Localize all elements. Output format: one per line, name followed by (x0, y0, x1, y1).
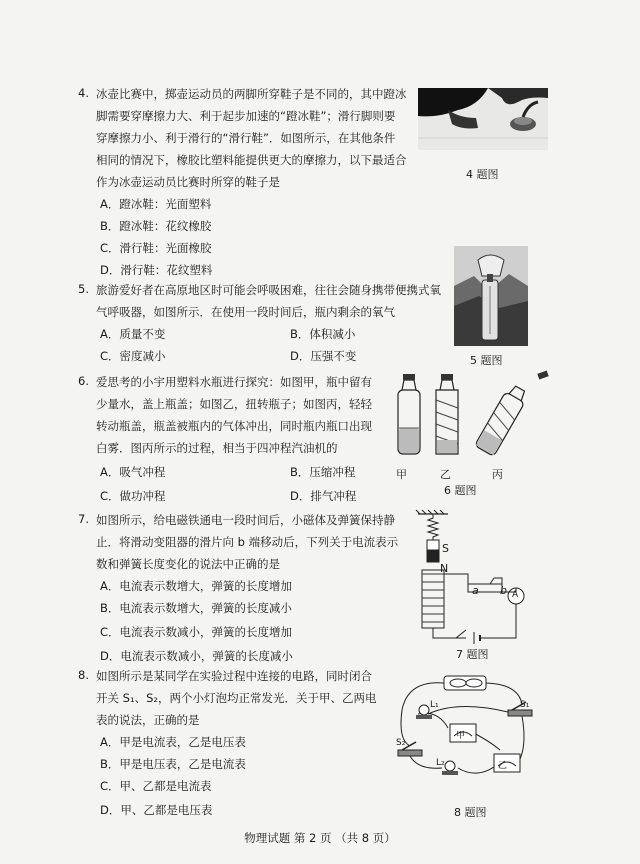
bottle-jia-icon (398, 374, 420, 454)
option-b[interactable]: B．压缩冲程 (290, 465, 356, 479)
option-c[interactable]: C．电流表示数减小，弹簧的长度增加 (100, 625, 293, 639)
question-number: 8. (78, 668, 89, 682)
bottle-experiment-figure (384, 366, 554, 462)
question-text-line: 气呼吸器，如图所示．在使用一段时间后，瓶内剩余的氧气 (96, 305, 395, 319)
option-c[interactable]: C．做功冲程 (100, 489, 166, 503)
page-footer: 物理试题 第 2 页 （共 8 页） (244, 831, 396, 845)
question-number: 7. (78, 512, 89, 526)
option-a[interactable]: A．甲是电流表，乙是电压表 (100, 735, 246, 749)
magnet-n-icon (427, 550, 439, 562)
magnet-s-icon (427, 540, 439, 550)
magnet-label-s: S (442, 542, 449, 555)
option-b[interactable]: B．电流表示数增大，弹簧的长度减小 (100, 601, 292, 615)
label-s1: S₁ (520, 700, 530, 710)
option-d[interactable]: D．滑行鞋：花纹塑料 (100, 263, 213, 277)
option-c[interactable]: C．滑行鞋：光面橡胶 (100, 241, 212, 255)
curling-photo (418, 88, 548, 150)
question-text-line: 穿摩擦力小、利于滑行的“滑行鞋”．如图所示，在其他条件 (96, 131, 396, 145)
switch-s2-icon (398, 750, 422, 756)
question-text-line: 旅游爱好者在高原地区时可能会呼吸困难，往往会随身携带便携式氧 (96, 283, 441, 297)
figure-caption: 7 题图 (456, 648, 489, 661)
figure-caption: 5 题图 (470, 354, 503, 367)
option-b[interactable]: B．甲是电压表，乙是电流表 (100, 757, 246, 771)
question-number: 4. (78, 86, 89, 100)
option-b[interactable]: B．体积减小 (290, 327, 356, 341)
bulb-l1-icon (419, 705, 429, 715)
question-text-line: 冰壶比赛中，掷壶运动员的两脚所穿鞋子是不同的，其中蹬冰 (96, 87, 407, 101)
option-d[interactable]: D．排气冲程 (290, 489, 357, 503)
label-l1: L₁ (430, 700, 439, 710)
option-a[interactable]: A．电流表示数增大，弹簧的长度增加 (100, 579, 292, 593)
bulb-l2-icon (445, 761, 455, 771)
figure-caption: 4 题图 (466, 168, 499, 181)
question-text-line: 脚需要穿摩擦力大、利于起步加速的“蹬冰鞋”；滑行脚则要 (96, 109, 396, 123)
question-text-line: 表的说法，正确的是 (96, 713, 200, 727)
figure-caption: 8 题图 (454, 806, 487, 819)
option-d[interactable]: D．电流表示数减小，弹簧的长度减小 (100, 649, 293, 663)
ammeter-label: A (512, 590, 519, 600)
electromagnet-circuit-figure (408, 508, 528, 646)
question-text-line: 转动瓶盖，瓶盖被瓶内的气体冲出，同时瓶内瓶口出现 (96, 419, 372, 433)
question-text-line: 如图所示是某同学在实验过程中连接的电路，同时闭合 (96, 669, 372, 683)
figure-label-jia: 甲 (396, 468, 407, 481)
option-d[interactable]: D．压强不变 (290, 349, 357, 363)
bottle-yi-icon (436, 374, 458, 454)
question-text-line: 数和弹簧长度变化的说法中正确的是 (96, 557, 280, 571)
figure-caption: 6 题图 (444, 484, 477, 497)
question-text-line: 止．将滑动变阻器的滑片向 b 端移动后，下列关于电流表示 (96, 535, 399, 549)
magnet-label-n: N (440, 562, 449, 575)
label-s2: S₂ (396, 738, 406, 748)
option-b[interactable]: B．蹬冰鞋：花纹橡胶 (100, 219, 212, 233)
label-meter-jia: 甲 (456, 731, 466, 741)
oxygen-bottle-photo (454, 246, 528, 346)
figure-label-yi: 乙 (440, 468, 451, 481)
question-text-line: 白雾．图丙所示的过程，相当于四冲程汽油机的 (96, 441, 338, 455)
question-text-line: 少量水，盖上瓶盖；如图乙，扭转瓶子；如图丙，轻轻 (96, 397, 372, 411)
option-a[interactable]: A．质量不变 (100, 327, 166, 341)
question-number: 5. (78, 282, 89, 296)
spring-icon (428, 514, 438, 540)
option-a[interactable]: A．蹬冰鞋：光面塑料 (100, 197, 212, 211)
option-c[interactable]: C．密度减小 (100, 349, 166, 363)
bottle-bing-icon (475, 383, 530, 456)
option-c[interactable]: C．甲、乙都是电流表 (100, 779, 212, 793)
figure-label-bing: 丙 (492, 468, 503, 481)
rheostat-label-a: a (472, 584, 479, 597)
label-l2: L₂ (436, 758, 445, 768)
label-meter-yi: 乙 (498, 761, 508, 771)
rheostat-label-b: b (500, 584, 507, 597)
question-number: 6. (78, 374, 89, 388)
option-d[interactable]: D．甲、乙都是电压表 (100, 803, 213, 817)
question-text-line: 如图所示，给电磁铁通电一段时间后，小磁体及弹簧保持静 (96, 513, 395, 527)
question-text-line: 爱思考的小宇用塑料水瓶进行探究：如图甲，瓶中留有 (96, 375, 372, 389)
question-text-line: 开关 S₁、S₂，两个小灯泡均正常发光．关于甲、乙两电 (96, 691, 377, 705)
question-text-line: 相同的情况下，橡胶比塑料能提供更大的摩擦力，以下最适合 (96, 153, 407, 167)
switch-s1-icon (508, 710, 532, 716)
option-a[interactable]: A．吸气冲程 (100, 465, 166, 479)
question-text-line: 作为冰壶运动员比赛时所穿的鞋子是 (96, 175, 280, 189)
cap-flying-icon (537, 370, 548, 379)
